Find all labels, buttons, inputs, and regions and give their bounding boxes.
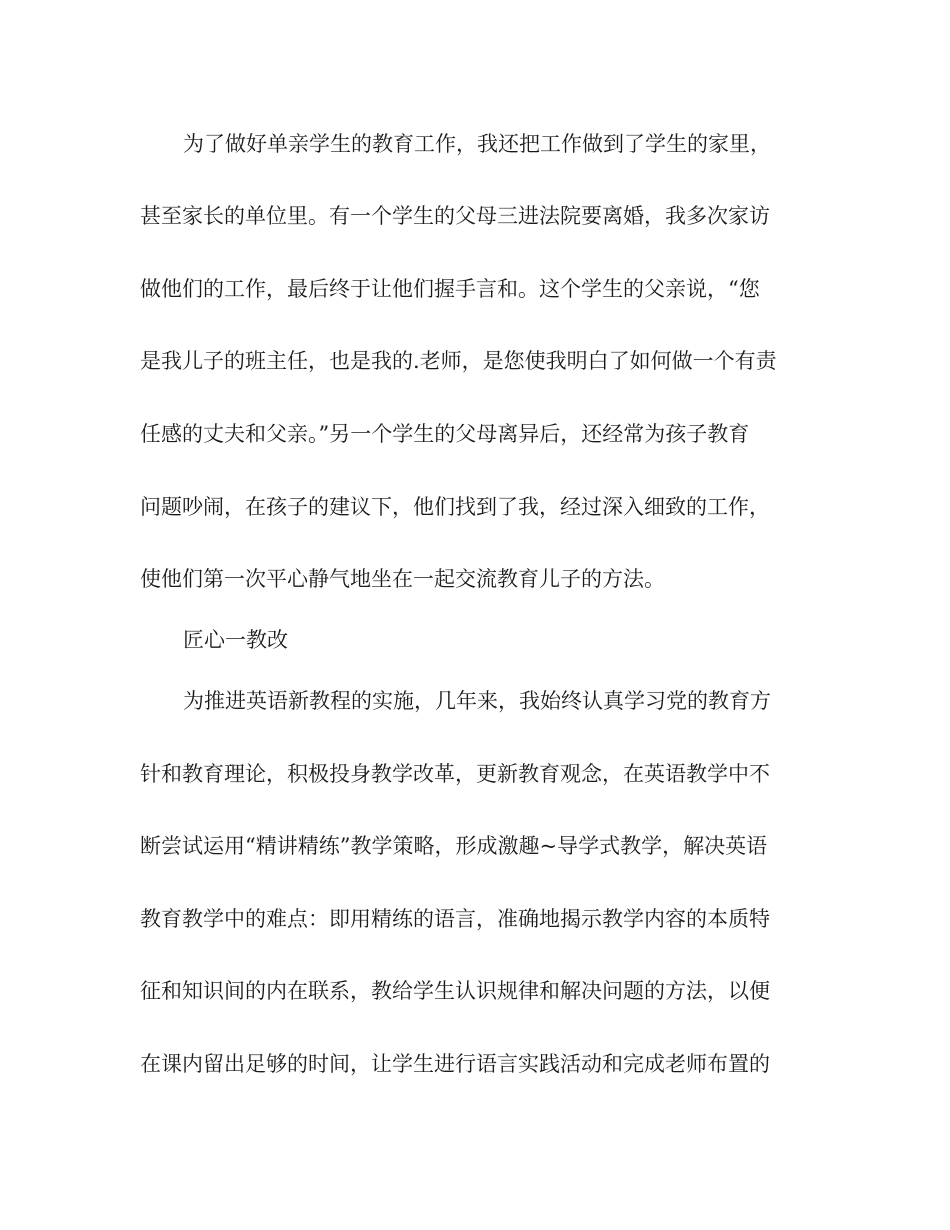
paragraph-1-line-5: 任感的丈夫和父亲。”另一个学生的父母离异后，还经常为孩子教育 <box>140 422 750 446</box>
paragraph-2-line-5: 征和知识间的内在联系，教给学生认识规律和解决问题的方法，以便 <box>140 979 770 1003</box>
paragraph-1-line-4: 是我儿子的班主任，也是我的.老师，是您使我明白了如何做一个有责 <box>140 349 777 373</box>
paragraph-2-line-3: 断尝试运用“精讲精练”教学策略，形成激趣~导学式教学，解决英语 <box>140 834 768 858</box>
paragraph-2-line-6: 在课内留出足够的时间，让学生进行语言实践活动和完成老师布置的 <box>140 1052 770 1076</box>
section-heading: 匠心一教改 <box>183 628 288 652</box>
paragraph-1-line-6: 问题吵闹，在孩子的建议下，他们找到了我，经过深入细致的工作， <box>140 495 770 519</box>
paragraph-1-line-2: 甚至家长的单位里。有一个学生的父母三进法院要离婚，我多次家访 <box>140 204 770 228</box>
paragraph-1-line-7: 使他们第一次平心静气地坐在一起交流教育儿子的方法。 <box>140 567 665 591</box>
paragraph-1-line-1: 为了做好单亲学生的教育工作，我还把工作做到了学生的家里， <box>183 132 771 156</box>
paragraph-2-line-4: 教育教学中的难点：即用精练的语言，准确地揭示教学内容的本质特 <box>140 907 770 931</box>
paragraph-1-line-3: 做他们的工作，最后终于让他们握手言和。这个学生的父亲说，“您 <box>140 277 760 301</box>
paragraph-2-line-2: 针和教育理论，积极投身教学改革，更新教育观念，在英语教学中不 <box>140 762 770 786</box>
paragraph-2-line-1: 为推进英语新教程的实施，几年来，我始终认真学习党的教育方 <box>183 689 771 713</box>
